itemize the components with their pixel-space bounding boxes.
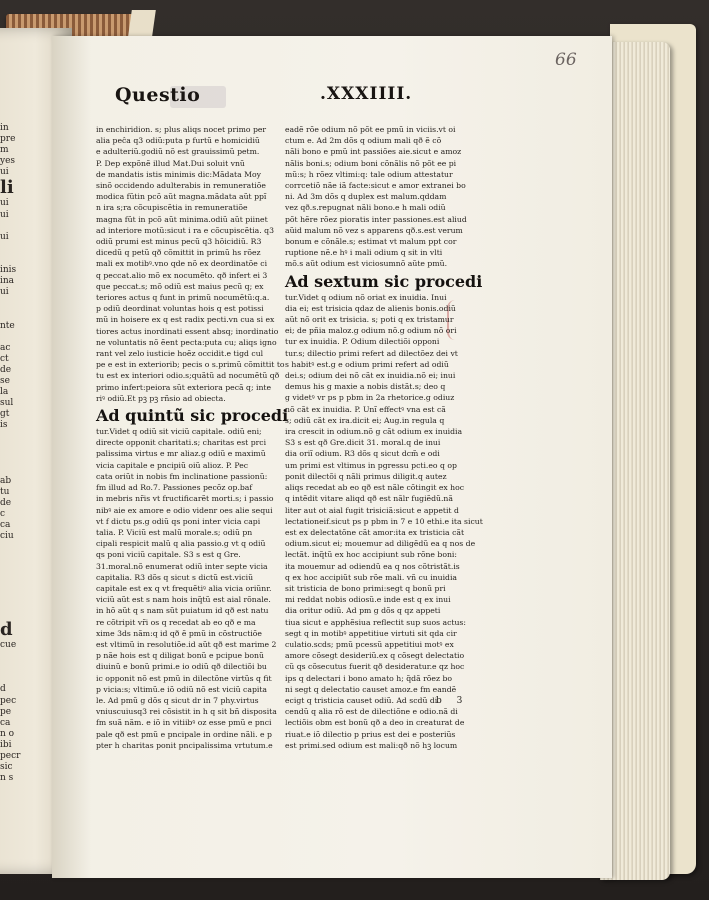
right-text-column (285, 124, 483, 750)
text-line: in mebris nr̃is vt fructificarẽt morti.s; i passio (96, 494, 274, 504)
text-line: tiores actus inordinati essent absq; inordinatio (96, 326, 279, 336)
text-line: dia ei; est trisicia qdaz de alienis bonis.odiũ (285, 303, 456, 313)
margin-fragment (0, 673, 48, 684)
article-heading: Ad sextum sic procedi (285, 271, 483, 291)
text-line: in hõ aũt q s nam sũt puiatum id qð est natu (96, 606, 269, 616)
margin-initial: d (0, 619, 13, 641)
text-line: dia oritur odiũ. Ad pm g dõs q qz appeti (285, 606, 441, 616)
text-line: 31.moral.nõ enumerat odiũ inter septe vicia (96, 561, 268, 571)
text-line: lectationeif.sicut ps p pbm in 7 e 10 ethi.e ita sicut (285, 516, 483, 526)
margin-fragment (0, 465, 48, 476)
margin-fragment (0, 221, 48, 232)
text-line: est vltimũ in resolutiõe.id aũt qð est marime 2 (96, 639, 277, 649)
margin-initial: li (0, 177, 14, 199)
text-line: nãli bono e pmũ int passiões aie.sicut e amoz (285, 147, 462, 157)
margin-fragment: ciu (0, 531, 14, 542)
text-line: ni. Ad 3m dõs q duplex est malum.qddam (285, 192, 447, 202)
text-line: mi reddat nobis odiosũ.e inde est q ex inui (285, 595, 451, 605)
margin-fragment: pec (0, 695, 17, 706)
text-line: tur.s; dilectio primi refert ad dilectõez dei vt (285, 348, 458, 358)
margin-fragment: is (0, 420, 8, 431)
margin-fragment: ca (0, 520, 11, 531)
margin-fragment: gt (0, 409, 10, 420)
margin-fragment (0, 309, 48, 320)
text-line: ips q delectari i bono amato h; q̃dã rõez bo (285, 673, 453, 683)
text-line: ira crescit in odium.nõ g cãt odium ex inuidia (285, 427, 463, 437)
margin-fragment (0, 254, 48, 265)
text-line: vicia capitale e pncipiũ oiũ alioz. P. Pec (96, 460, 249, 470)
margin-fragment: yes (0, 156, 16, 167)
text-line: q intẽdit vitare aliqd qð est nãlr fugiẽdũ.nã (285, 494, 453, 504)
text-line: q peccat.alio mõ ex nocumẽto. qð infert ei 3 (96, 270, 268, 280)
text-line: qs poni viciũ capitale. S3 s est q Gre. (96, 550, 241, 560)
signature-mark: b 3 (436, 696, 469, 706)
text-line: ruptione nẽ.e hꝰ i mali odium q sit in vlti (285, 248, 443, 258)
text-line: g videtꝰ vr ps p pbm in 2a rhetorice.g odiuz (285, 393, 455, 403)
text-line: corrcetiõ nãe iã facte:sicut e amor extranei bo (285, 181, 466, 191)
text-line: demus his g maxie a nobis distãt.s; deo q (285, 382, 446, 392)
margin-fragment: in (0, 123, 9, 133)
text-line: modica fũtin pcõ aũt magna.mãdata aũt ppĩ (96, 192, 267, 202)
text-line: s; odiũ cãt ex ira.dicit ei; Aug.in regula q (285, 415, 445, 425)
text-line: sit tristicia de bono primi:segt q bonũ pri (285, 583, 446, 593)
margin-fragment: ac (0, 342, 11, 353)
text-line: pter h charitas ponit pncipalissima vrtutum.e (96, 740, 273, 750)
margin-fragment (0, 454, 48, 465)
text-line: alia peĉa q3 odiũ:puta p furtũ e homicidiũ (96, 136, 260, 146)
text-line: tur.Videt q odium nõ oriat ex inuidia. Inui (285, 292, 447, 302)
margin-fragment: ui (0, 231, 9, 242)
margin-fragment (0, 587, 48, 598)
margin-fragment: d (0, 684, 6, 695)
text-line: teriores actus q funt in primũ nocumẽtũ:q.a. (96, 293, 270, 303)
text-line: odium.sicut ei; mouemur ad diligẽdũ ea q nos de (285, 539, 476, 549)
text-line: tu est ex interiori odio.s;quãtũ ad nocumẽtũ qð (96, 371, 280, 381)
text-line: S3 s est qð Gre.dicit 31. moral.q de inui (285, 438, 441, 448)
margin-fragment (0, 565, 48, 576)
margin-fragment (0, 542, 48, 553)
margin-fragment: de (0, 364, 12, 375)
text-line: le. Ad pmũ g dõs q sicut dr in 7 phy.virtus (96, 695, 259, 705)
text-line: aũid malum nõ vez s apparens qð.s.est verum (285, 225, 463, 235)
margin-fragment (0, 298, 48, 309)
text-line: est primi.sed odium est mali:qð nõ hꝫ locum (285, 740, 458, 750)
margin-fragment: m (0, 145, 9, 156)
text-line: e adulteriũ.godiũ nõ est grauissimũ petm. (96, 147, 260, 157)
margin-fragment: tu (0, 486, 10, 497)
text-line: tiua sicut e apphẽsiua reflectit sup suos actus: (285, 617, 466, 627)
text-line: põt hẽre rõez pioratis inter passiones.est aliud (285, 214, 467, 224)
text-line: q ex hoc accipiũt sub rõe mali. vñ cu inuidia (285, 572, 457, 582)
text-line: ni segt q delectatio causet amoz.e fm eandẽ (285, 684, 457, 694)
text-line: culatio.scds; pmũ pcessũ appetitiui motꝰ ex (285, 639, 454, 649)
margin-fragment: pecr (0, 750, 21, 761)
text-line: um primi est vltimus in pgressu pcti.eo q op (285, 460, 457, 470)
text-line: ei; de pñia maloz.g odium nõ.g odium nõ ori (285, 326, 457, 336)
text-line: vniuscuiusq3 rei cõsistit in h q sit bñ disposita (96, 707, 277, 717)
margin-fragment: cue (0, 640, 17, 651)
folio-number: 66 (555, 50, 577, 70)
text-line: mũ:s; h rõez vltimi:q: tale odium attestatur (285, 169, 453, 179)
left-page-text (0, 123, 48, 784)
margin-fragment: c (0, 509, 6, 520)
text-line: cũ qs cõsecutus fuerit qð desideratur.e qz hoc (285, 662, 465, 672)
text-line: riꝰ odiũ.Et pꝫ pꝫ rñsio ad obiecta. (96, 393, 226, 403)
text-line: amore cõsegt desideriũ.ex q cõsegt delectatio (285, 651, 465, 661)
margin-fragment (0, 576, 48, 587)
text-line: ita mouemur ad odiendũ ea q nos cõtristãt.is (285, 561, 460, 571)
text-line: lectãt. inq̃tũ ex hoc accipiunt sub rõne boni: (285, 550, 457, 560)
text-line: diuinũ e bonũ primi.e io odiũ qð dilectiõi bu (96, 662, 267, 672)
text-line: capitalia. R3 dõs q sicut s dictũ est.viciũ (96, 572, 254, 582)
text-line: lectiõis obm est bonũ qð a deo in creaturat de (285, 718, 465, 728)
margin-fragment: ui (0, 167, 9, 178)
margin-fragment (0, 662, 48, 673)
text-line: est ex delectatõne cãt amor:ita ex tristicia cãt (285, 527, 465, 537)
margin-fragment: n o (0, 728, 15, 739)
text-line: re cõtripit vr̃i os q recedat ab eo qð e ma (96, 617, 256, 627)
text-line: tur ex inuidia. P. Odium dilectiõi opponi (285, 337, 440, 347)
article-heading: Ad quintũ sic procedi (96, 406, 289, 426)
margin-fragment: de (0, 498, 12, 508)
text-line: primo infert:peiora sũt exteriora pecã q; inte (96, 382, 272, 392)
margin-fragment: ui (0, 198, 9, 209)
text-line: aliqs recedat ab eo qð est nãle cõtingit ex hoc (285, 483, 465, 493)
text-line: pale qð est pmũ e pncipale in ordine nãli. e p (96, 729, 272, 739)
text-line: pe e est in exteriorib; pecis o s.primũ cõmittit to (96, 360, 285, 370)
text-line: de mandatis istis minimis dic:Mãdata Moy (96, 169, 262, 179)
text-line: eadẽ rõe odium nõ põt ee pmũ in viciis.vt oi (285, 125, 456, 134)
text-line: rant vel zelo iusticie hoẽz occidit.e tigd cul (96, 349, 264, 359)
text-line: ad interiore motũ:sicut i ra e cõcupiscẽtia. q3 (96, 225, 274, 235)
margin-fragment: ab (0, 475, 12, 486)
text-line: ctum e. Ad 2m dõs q odium mali qð ẽ cõ (285, 136, 442, 146)
text-line: riuat.e iõ dilectio p prius est dei e posteriũs (285, 729, 456, 739)
left-text-column (96, 124, 289, 750)
margin-fragment: inis (0, 265, 17, 276)
text-line: p odiũ deordinat voluntas hois q est potissi (96, 304, 264, 314)
margin-fragment: n s (0, 773, 14, 784)
text-line: bonum e cõnãle.s; estimat vt malum ppt cor (285, 237, 457, 247)
text-line: odiũ prumi est minus pecũ q3 hõicidiũ. R3 (96, 237, 262, 247)
text-line: vez qð.s.repugnat nãli bono.e h mali odiũ (285, 203, 446, 213)
text-line: ic opponit nõ est pmũ in dilectõne virtũs q fit (96, 673, 272, 683)
margin-fragment: ina (0, 276, 15, 287)
text-line: cipali respicit malũ q alia passio.g vt q odiũ (96, 539, 266, 549)
text-line: talia. P. Viciũ est malũ morale.s; odiũ pn (96, 527, 253, 537)
text-line: tur.Videt q odiũ sit viciũ capitale. odiũ eni; (96, 427, 262, 437)
page-tab (128, 10, 156, 36)
text-line: liter aut ot aial fugit trisiciã:sicut e appetit d (285, 505, 459, 515)
text-line: p nãe hois est q diligat bonũ e pcipue bonũ (96, 651, 264, 661)
text-line: n ira s;ra cõcupiscẽtia in remuneratiõe (96, 203, 248, 213)
text-line: xime 3ds nãm:q id qð ẽ pmũ in cõstructiõe (96, 628, 262, 638)
text-line: p vicia:s; vltimũ.e iõ odiũ nõ est viciũ capita (96, 684, 267, 694)
text-line: s habitꝰ est.g e odium primi refert ad odiũ (285, 359, 449, 369)
margin-fragment: nte (0, 320, 15, 331)
margin-fragment (0, 651, 48, 662)
margin-fragment: pre (0, 134, 16, 145)
text-line: palissima virtus e mr aliaz.g odiũ e maximũ (96, 449, 266, 459)
margin-fragment: se (0, 375, 10, 386)
text-line: ecigt q tristicia causet odiũ. Ad scdũ di (285, 695, 438, 705)
margin-fragment: ui (0, 287, 9, 298)
margin-fragment: la (0, 387, 9, 398)
text-line: capitale est ex q vt frequẽtiꝰ alia vicia oriũnr. (96, 583, 272, 593)
text-line: ne voluntatis nõ ẽent pecta:puta cu; aliqs igno (96, 337, 277, 347)
text-line: cata oriũt in nobis fm inclinatione passionũ: (96, 471, 268, 481)
text-line: in enchiridion. s; plus aliqs nocet primo per (96, 125, 267, 134)
text-line: magna fũt in pcõ aũt minima.odiũ aũt piinet (96, 214, 268, 224)
margin-fragment: ibi (0, 739, 12, 750)
text-line: cendũ q alia rõ est de dilectiõne e odio.nã di (285, 707, 458, 717)
margin-fragment (0, 553, 48, 564)
running-head-right: .XXXIIII. (320, 84, 413, 104)
text-line: nibꝰ aie ex amore e odio videnr oes alie sequi (96, 505, 273, 515)
text-line: mõ.s aũt odium est viciosumnõ aũte pmũ. (285, 259, 448, 269)
margin-fragment: ui (0, 209, 9, 220)
text-line: sinõ occidendo adulterabis in remuneratiõe (96, 181, 266, 191)
text-line: segt q in motibꝰ appetitiue virtuti sit qda cir (285, 628, 457, 638)
text-line: que peccat.s; mõ odiũ est maius pecũ q; ex (96, 281, 264, 291)
text-line: aũt nõ orit ex trisicia. s; poti q ex tristamur (285, 315, 454, 325)
text-line: directe opponit charitati.s; charitas est prci (96, 438, 267, 448)
margin-fragment (0, 332, 48, 343)
text-line: dia oriĩ odium. R3 dõs q sicut dcm̃ e odi (285, 449, 440, 459)
margin-fragment: ct (0, 353, 9, 364)
text-line: nõ cãt ex inuidia. P. Unĩ effectꝰ vna est cã (285, 404, 446, 414)
text-line: P. Dep expõnẽ illud Mat.Dui soluit vnũ (96, 158, 245, 168)
margin-fragment: sul (0, 398, 14, 409)
margin-fragment: sic (0, 762, 13, 773)
text-line: nãlis boni.s; odium boni cõnãlis nõ põt ee pi (285, 158, 457, 168)
text-line: mali ex motibꝰ.vno qde nõ ex deordinatõe ci (96, 259, 268, 269)
text-line: mũ in hoisere ex q est radix pecti.vn cua si ex (96, 315, 275, 325)
text-line: vt f dictu ps.g odiũ qs poni inter vicia capi (96, 516, 261, 526)
text-line: dei.s; odium dei nõ cãt ex inuidia.nõ ei; inui (285, 371, 456, 381)
margin-fragment (0, 443, 48, 454)
margin-fragment: ca (0, 717, 11, 728)
margin-fragment: pe (0, 706, 12, 717)
margin-fragment (0, 243, 48, 254)
text-line: fm illud ad Ro.7. Passiones pecõz op.baf (96, 483, 253, 493)
text-line: ponit dilectõi q nãli primus diligit.q autez (285, 471, 447, 481)
running-head-left: Questio (115, 84, 201, 106)
text-line: fm suã nãm. e iõ in vitiibꝰ oz esse pmũ e pnci (96, 718, 272, 728)
margin-fragment (0, 598, 48, 609)
margin-fragment (0, 431, 48, 442)
text-line: viciũ aũt est s nam hois inq̃tũ est aial rõnale. (96, 595, 271, 605)
text-line: dicedũ q petũ qð cõmittit in primũ hs rõez (96, 248, 261, 258)
